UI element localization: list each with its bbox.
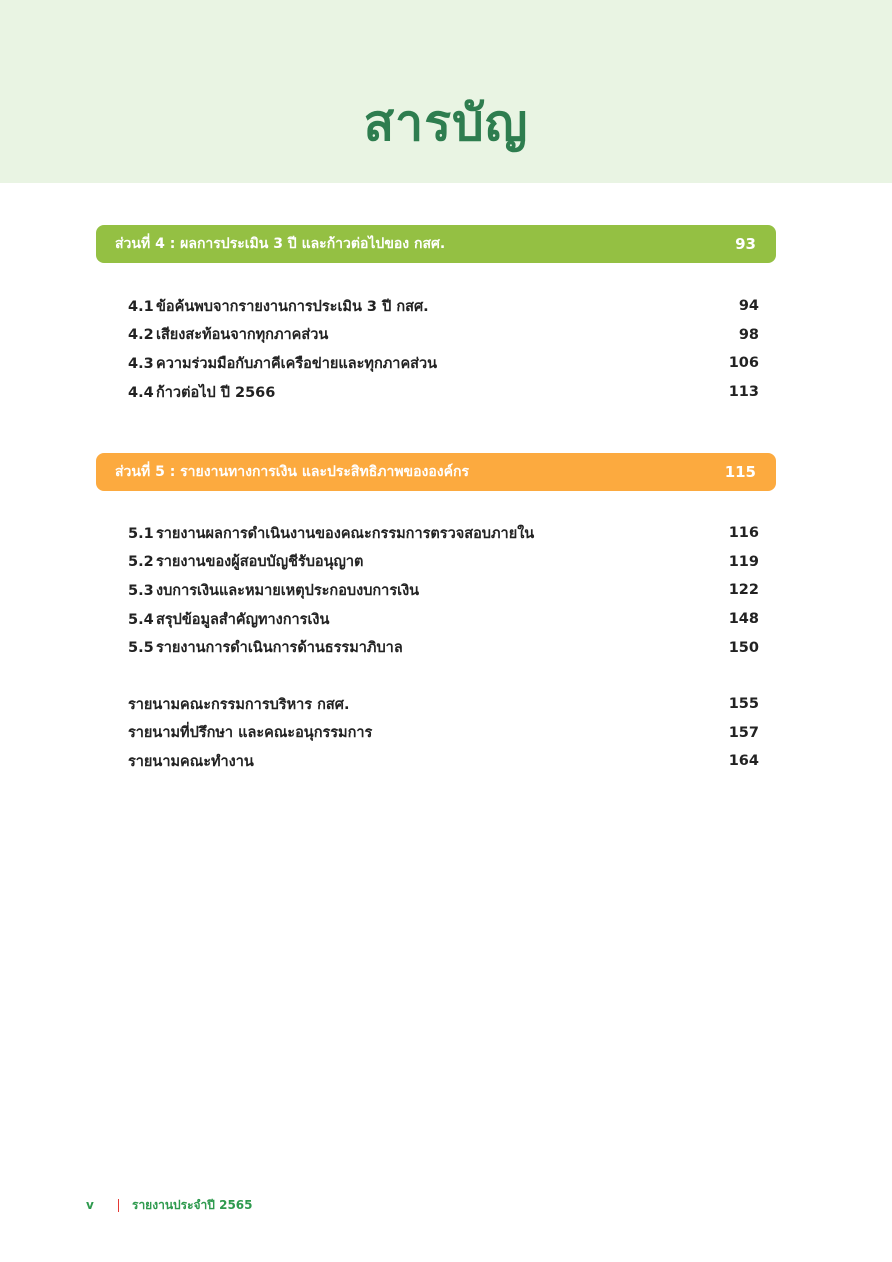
toc-entry-page: 157 (728, 724, 759, 741)
toc-entry-number: 5.5 (128, 640, 154, 657)
section-5-header[interactable] (96, 453, 776, 491)
section-4-title: ส่วนที่ 4 : ผลการประเมิน 3 ปี และก้าวต่อไปของ กสศ. (115, 236, 446, 252)
toc-entry-4-3[interactable] (128, 349, 759, 378)
toc-entry-label: งบการเงินและหมายเหตุประกอบงบการเงิน (156, 582, 420, 599)
toc-entry-page: 116 (728, 525, 759, 542)
toc-entry-4-4[interactable] (128, 378, 759, 407)
footer-report-title: รายงานประจำปี 2565 (132, 1197, 253, 1212)
toc-entry-number: 4.4 (128, 384, 154, 401)
section-4-header[interactable] (96, 225, 776, 263)
toc-entry-page: 106 (728, 355, 759, 372)
toc-entry-page: 150 (728, 639, 759, 656)
toc-entry-number: 4.1 (128, 298, 154, 315)
toc-entry-5-3[interactable] (128, 576, 759, 605)
footer-page-number: v (86, 1198, 94, 1212)
toc-entry-number: 5.1 (128, 525, 154, 542)
appendix-list (128, 690, 759, 776)
toc-entry-page: 164 (728, 753, 759, 770)
toc-entry-page: 98 (738, 326, 759, 343)
toc-entry-page: 113 (728, 384, 759, 401)
toc-entry-5-2[interactable] (128, 548, 759, 577)
toc-entry-executive-committee[interactable] (128, 690, 759, 719)
toc-entry-page: 148 (728, 611, 759, 628)
page-title: สารบัญ (363, 94, 529, 152)
toc-entry-number: 4.2 (128, 327, 154, 344)
toc-entry-label: รายงานผลการดำเนินงานของคณะกรรมการตรวจสอบภายใน (156, 525, 535, 542)
toc-entry-label: ข้อค้นพบจากรายงานการประเมิน 3 ปี กสศ. (156, 298, 429, 315)
toc-entry-page: 119 (728, 553, 759, 570)
toc-entry-4-2[interactable] (128, 321, 759, 350)
section-4-page: 93 (735, 235, 756, 253)
toc-entry-label: รายนามที่ปรึกษา และคณะอนุกรรมการ (128, 725, 373, 742)
toc-entry-label: ความร่วมมือกับภาคีเครือข่ายและทุกภาคส่วน (156, 355, 438, 372)
toc-entry-label: รายงานการดำเนินการด้านธรรมาภิบาล (156, 640, 403, 657)
toc-entry-page: 155 (728, 696, 759, 713)
toc-entry-label: สรุปข้อมูลสำคัญทางการเงิน (156, 611, 330, 628)
toc-entry-5-5[interactable] (128, 633, 759, 662)
toc-entry-label: ก้าวต่อไป ปี 2566 (156, 384, 276, 401)
toc-entry-number: 4.3 (128, 355, 154, 372)
section-5-page: 115 (724, 463, 756, 481)
toc-entry-label: รายนามคณะกรรมการบริหาร กสศ. (128, 696, 350, 713)
toc-entry-advisors[interactable] (128, 719, 759, 748)
toc-entry-5-1[interactable] (128, 519, 759, 548)
section-5-list (128, 519, 759, 662)
toc-entry-label: รายงานของผู้สอบบัญชีรับอนุญาต (156, 554, 364, 571)
page-footer (86, 1195, 253, 1215)
toc-entry-page: 122 (728, 582, 759, 599)
toc-entry-working-team[interactable] (128, 747, 759, 776)
toc-entry-number: 5.2 (128, 554, 154, 571)
section-4-list (128, 292, 759, 406)
toc-entry-label: รายนามคณะทำงาน (128, 753, 254, 770)
toc-entry-number: 5.4 (128, 611, 154, 628)
toc-entry-page: 94 (738, 298, 759, 315)
section-5-title: ส่วนที่ 5 : รายงานทางการเงิน และประสิทธิภาพขององค์กร (115, 464, 469, 480)
toc-entry-label: เสียงสะท้อนจากทุกภาคส่วน (156, 327, 329, 344)
footer-separator (118, 1199, 119, 1212)
toc-entry-5-4[interactable] (128, 605, 759, 634)
toc-entry-number: 5.3 (128, 582, 154, 599)
toc-entry-4-1[interactable] (128, 292, 759, 321)
